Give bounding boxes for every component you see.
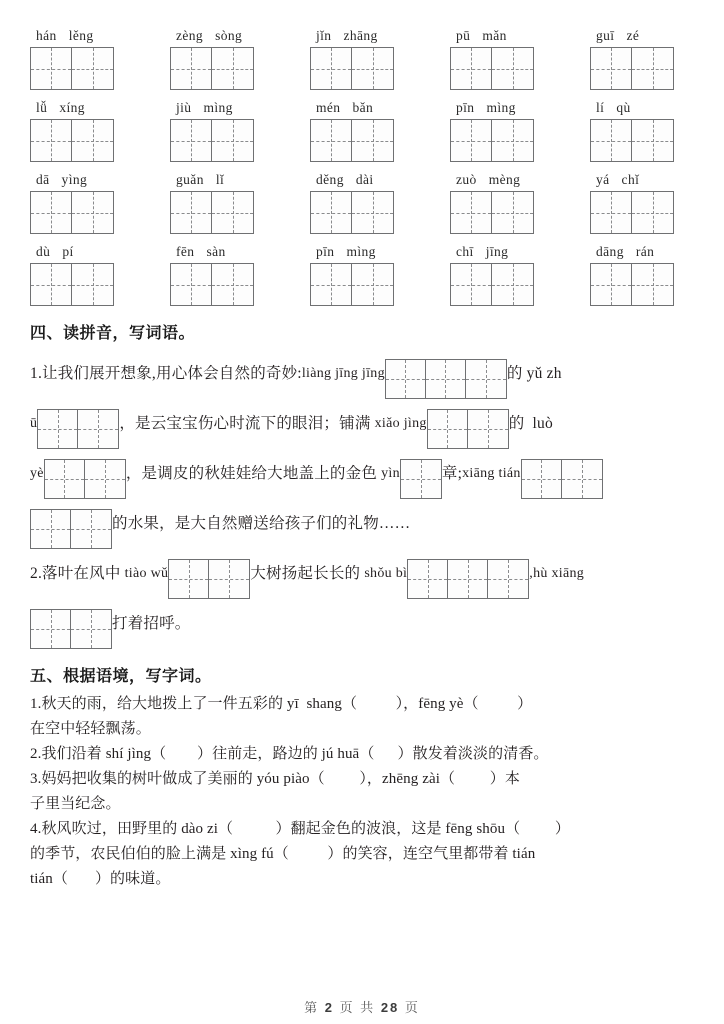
pinyin-syllable: chī xyxy=(456,244,474,259)
pinyin-grid-exercise xyxy=(30,0,694,306)
sentence-line: tián（ ）的味道。 xyxy=(30,871,171,887)
list-item xyxy=(30,692,694,742)
pinyin-syllable: xíng xyxy=(59,100,85,115)
sentence-line: 4.秋风吹过，田野里的 dào zi（ ）翻起金色的波浪，这是 fēng shōu（ ） xyxy=(30,821,570,837)
pinyin-label xyxy=(590,98,724,117)
tianzige-cell[interactable] xyxy=(428,410,468,448)
tianzige-cell[interactable] xyxy=(492,120,533,161)
pinyin-syllable: zèng xyxy=(176,28,204,43)
pinyin-label xyxy=(310,26,450,45)
tianzige-cell[interactable] xyxy=(591,192,632,233)
pinyin-syllable: dā xyxy=(36,172,50,187)
tianzige-box[interactable] xyxy=(590,191,674,234)
tianzige-box[interactable] xyxy=(30,191,114,234)
pinyin-label xyxy=(30,26,170,45)
tianzige-cell[interactable] xyxy=(451,192,492,233)
tianzige-cell[interactable] xyxy=(591,120,632,161)
tianzige-box[interactable] xyxy=(30,263,114,306)
tianzige-cell[interactable] xyxy=(591,264,632,305)
pinyin-syllable: rán xyxy=(635,244,655,259)
tianzige-cell[interactable] xyxy=(212,264,253,305)
pinyin-syllable: sòng xyxy=(215,28,243,43)
pinyin-inline: xiāng tián xyxy=(462,466,521,481)
pinyin-syllable: bǎn xyxy=(352,100,374,115)
pinyin-label xyxy=(450,26,590,45)
tianzige-cell[interactable] xyxy=(352,48,393,89)
grid-item xyxy=(170,98,310,162)
current-page-number: 2 xyxy=(324,1000,334,1015)
tianzige-cell[interactable] xyxy=(401,460,441,498)
grid-item xyxy=(590,26,724,90)
pinyin-label xyxy=(30,98,170,117)
tianzige-cell[interactable] xyxy=(451,264,492,305)
tianzige-cell[interactable] xyxy=(488,560,528,598)
pinyin-syllable: lěng xyxy=(68,28,94,43)
pinyin-label xyxy=(170,170,310,189)
pinyin-syllable: mǎn xyxy=(482,28,507,43)
answer-box[interactable] xyxy=(44,459,126,499)
list-item xyxy=(30,767,694,817)
pinyin-label xyxy=(170,26,310,45)
pinyin-inline: ū xyxy=(30,416,38,431)
tianzige-box[interactable] xyxy=(450,47,534,90)
pinyin-label xyxy=(450,242,590,261)
grid-item xyxy=(30,26,170,90)
tianzige-cell[interactable] xyxy=(311,192,352,233)
tianzige-box[interactable] xyxy=(450,119,534,162)
sentence-text: 的 yǔ zh xyxy=(506,365,562,382)
pinyin-syllable: jīng xyxy=(485,244,509,259)
pinyin-label xyxy=(590,242,724,261)
tianzige-cell[interactable] xyxy=(169,560,209,598)
grid-row xyxy=(30,170,694,234)
pinyin-inline: tiào wǔ xyxy=(124,566,169,581)
tianzige-cell[interactable] xyxy=(632,120,673,161)
grid-row xyxy=(30,98,694,162)
pinyin-syllable: lǐ xyxy=(215,172,225,187)
tianzige-cell[interactable] xyxy=(522,460,562,498)
tianzige-box[interactable] xyxy=(450,191,534,234)
answer-box[interactable] xyxy=(427,409,509,449)
footer-mid: 页 共 xyxy=(339,1000,376,1015)
tianzige-cell[interactable] xyxy=(31,510,71,548)
grid-item xyxy=(450,170,590,234)
sentence-text: 的水果，是大自然赠送给孩子们的礼物…… xyxy=(112,515,411,532)
tianzige-cell[interactable] xyxy=(352,264,393,305)
grid-row xyxy=(30,242,694,306)
pinyin-syllable: dāng xyxy=(596,244,624,259)
page-footer xyxy=(0,997,724,1016)
pinyin-label xyxy=(170,242,310,261)
tianzige-box[interactable] xyxy=(310,47,394,90)
tianzige-cell[interactable] xyxy=(311,120,352,161)
sentence-text: ，是调皮的秋娃娃给大地盖上的金色 xyxy=(125,465,382,482)
pinyin-syllable: zuò xyxy=(456,172,477,187)
sentence-line: 子里当纪念。 xyxy=(30,796,121,812)
pinyin-syllable: zé xyxy=(626,28,640,43)
section-5-items xyxy=(30,692,694,892)
grid-item xyxy=(30,170,170,234)
grid-item xyxy=(170,26,310,90)
pinyin-label xyxy=(310,170,450,189)
grid-item xyxy=(310,242,450,306)
pinyin-syllable: qù xyxy=(616,100,631,115)
section-5-heading: 五、根据语境，写字词。 xyxy=(30,668,212,685)
tianzige-cell[interactable] xyxy=(71,510,111,548)
tianzige-cell[interactable] xyxy=(492,48,533,89)
tianzige-box[interactable] xyxy=(170,47,254,90)
sentence-line: 在空中轻轻飘荡。 xyxy=(30,721,151,737)
sentence-text: ，是云宝宝伤心时流下的眼泪；铺满 xyxy=(119,415,375,432)
answer-box[interactable] xyxy=(400,459,442,499)
tianzige-box[interactable] xyxy=(310,119,394,162)
grid-row xyxy=(30,26,694,90)
tianzige-cell[interactable] xyxy=(212,120,253,161)
pinyin-syllable: jiù xyxy=(176,100,192,115)
sentence-text: 大树扬起长长的 xyxy=(250,565,365,582)
grid-item xyxy=(450,26,590,90)
sentence-text: 1.让我们展开想象,用心体会自然的奇妙: xyxy=(30,365,302,382)
tianzige-cell[interactable] xyxy=(85,460,125,498)
pinyin-syllable: pīn xyxy=(316,244,335,259)
section-4-item-1 xyxy=(30,349,694,549)
tianzige-cell[interactable] xyxy=(311,48,352,89)
sentence-line: 1.秋天的雨，给大地拨上了一件五彩的 yī shang（ ），fēng yè（ ） xyxy=(30,696,533,712)
pinyin-syllable: mén xyxy=(316,100,341,115)
sentence-line: 的季节，农民伯伯的脸上满是 xìng fú（ ）的笑容，连空气里都带着 tián xyxy=(30,846,536,862)
tianzige-cell[interactable] xyxy=(492,264,533,305)
tianzige-cell[interactable] xyxy=(562,460,602,498)
tianzige-cell[interactable] xyxy=(171,48,212,89)
tianzige-cell[interactable] xyxy=(71,610,111,648)
sentence-text: 打着招呼。 xyxy=(112,615,191,632)
pinyin-inline: yìn xyxy=(381,466,400,481)
tianzige-cell[interactable] xyxy=(451,120,492,161)
answer-box[interactable] xyxy=(407,559,529,599)
tianzige-cell[interactable] xyxy=(38,410,78,448)
pinyin-label xyxy=(310,98,450,117)
tianzige-cell[interactable] xyxy=(78,410,118,448)
tianzige-cell[interactable] xyxy=(171,264,212,305)
tianzige-cell[interactable] xyxy=(45,460,85,498)
pinyin-syllable: dài xyxy=(355,172,374,187)
grid-item xyxy=(170,170,310,234)
text-line xyxy=(30,349,694,399)
grid-item xyxy=(590,170,724,234)
pinyin-syllable: dù xyxy=(36,244,51,259)
tianzige-cell[interactable] xyxy=(448,560,488,598)
tianzige-box[interactable] xyxy=(590,263,674,306)
pinyin-syllable: sàn xyxy=(206,244,226,259)
tianzige-cell[interactable] xyxy=(31,192,72,233)
tianzige-cell[interactable] xyxy=(466,360,506,398)
tianzige-cell[interactable] xyxy=(451,48,492,89)
tianzige-box[interactable] xyxy=(590,119,674,162)
pinyin-inline: shǒu bì xyxy=(364,566,408,581)
pinyin-syllable: fēn xyxy=(176,244,195,259)
pinyin-syllable: pīn xyxy=(456,100,475,115)
tianzige-cell[interactable] xyxy=(468,410,508,448)
pinyin-label xyxy=(30,242,170,261)
pinyin-label xyxy=(170,98,310,117)
list-item xyxy=(30,817,694,892)
tianzige-cell[interactable] xyxy=(72,264,113,305)
tianzige-cell[interactable] xyxy=(591,48,632,89)
footer-suffix: 页 xyxy=(404,1000,420,1015)
tianzige-box[interactable] xyxy=(450,263,534,306)
pinyin-inline: xiǎo jìng xyxy=(374,416,427,431)
footer-prefix: 第 xyxy=(304,1000,320,1015)
pinyin-syllable: lǚ xyxy=(36,100,48,115)
tianzige-cell[interactable] xyxy=(212,192,253,233)
pinyin-inline: ,hù xiāng xyxy=(529,566,585,581)
answer-box[interactable] xyxy=(385,359,507,399)
pinyin-syllable: zhāng xyxy=(343,28,378,43)
sentence-line: 2.我们沿着 shí jìng（ ）往前走，路边的 jú huā（ ）散发着淡淡的清香。 xyxy=(30,746,549,762)
pinyin-syllable: chǐ xyxy=(621,172,640,187)
tianzige-cell[interactable] xyxy=(632,264,673,305)
grid-item xyxy=(310,98,450,162)
pinyin-syllable: pū xyxy=(456,28,471,43)
text-line xyxy=(30,449,694,499)
tianzige-box[interactable] xyxy=(310,191,394,234)
pinyin-syllable: mìng xyxy=(203,100,233,115)
pinyin-syllable: yìng xyxy=(61,172,88,187)
pinyin-syllable: guī xyxy=(596,28,615,43)
tianzige-cell[interactable] xyxy=(31,120,72,161)
pinyin-label xyxy=(590,26,724,45)
pinyin-syllable: hán xyxy=(36,28,57,43)
tianzige-cell[interactable] xyxy=(171,120,212,161)
sentence-text: 章; xyxy=(441,465,463,482)
tianzige-box[interactable] xyxy=(170,191,254,234)
tianzige-cell[interactable] xyxy=(209,560,249,598)
tianzige-box[interactable] xyxy=(590,47,674,90)
grid-item xyxy=(30,242,170,306)
sentence-text: 2.落叶在风中 xyxy=(30,565,125,582)
section-4-item-2 xyxy=(30,549,694,649)
text-line xyxy=(30,399,694,449)
pinyin-inline: liàng jīng jīng xyxy=(301,366,385,381)
grid-item xyxy=(590,98,724,162)
section-4-heading: 四、读拼音，写词语。 xyxy=(30,325,196,342)
tianzige-box[interactable] xyxy=(30,47,114,90)
pinyin-label xyxy=(310,242,450,261)
tianzige-cell[interactable] xyxy=(31,264,72,305)
tianzige-cell[interactable] xyxy=(72,48,113,89)
list-item xyxy=(30,742,694,767)
pinyin-label xyxy=(450,170,590,189)
tianzige-cell[interactable] xyxy=(632,192,673,233)
answer-box[interactable] xyxy=(30,609,112,649)
tianzige-cell[interactable] xyxy=(72,192,113,233)
tianzige-cell[interactable] xyxy=(632,48,673,89)
grid-item xyxy=(30,98,170,162)
tianzige-box[interactable] xyxy=(310,263,394,306)
answer-box[interactable] xyxy=(168,559,250,599)
pinyin-syllable: mèng xyxy=(488,172,521,187)
text-line xyxy=(30,499,694,549)
grid-item xyxy=(590,242,724,306)
tianzige-box[interactable] xyxy=(170,263,254,306)
pinyin-syllable: guǎn xyxy=(176,172,204,187)
grid-item xyxy=(450,242,590,306)
pinyin-syllable: jǐn xyxy=(316,28,332,43)
tianzige-cell[interactable] xyxy=(408,560,448,598)
sentence-text: 的 luò xyxy=(508,415,553,432)
text-line xyxy=(30,549,694,599)
pinyin-syllable: lí xyxy=(596,100,605,115)
tianzige-cell[interactable] xyxy=(311,264,352,305)
tianzige-cell[interactable] xyxy=(31,610,71,648)
pinyin-label xyxy=(450,98,590,117)
grid-item xyxy=(310,26,450,90)
pinyin-syllable: pí xyxy=(62,244,74,259)
answer-box[interactable] xyxy=(521,459,603,499)
tianzige-box[interactable] xyxy=(30,119,114,162)
tianzige-cell[interactable] xyxy=(492,192,533,233)
pinyin-syllable: mìng xyxy=(486,100,516,115)
pinyin-inline: yè xyxy=(30,466,44,481)
tianzige-cell[interactable] xyxy=(31,48,72,89)
tianzige-cell[interactable] xyxy=(212,48,253,89)
pinyin-label xyxy=(30,170,170,189)
tianzige-cell[interactable] xyxy=(72,120,113,161)
sentence-line: 3.妈妈把收集的树叶做成了美丽的 yóu piào（ ），zhēng zài（ ）本 xyxy=(30,771,520,787)
tianzige-cell[interactable] xyxy=(352,120,393,161)
pinyin-label xyxy=(590,170,724,189)
pinyin-syllable: mìng xyxy=(346,244,376,259)
tianzige-cell[interactable] xyxy=(426,360,466,398)
total-page-number: 28 xyxy=(380,1000,400,1015)
pinyin-syllable: děng xyxy=(316,172,344,187)
answer-box[interactable] xyxy=(30,509,112,549)
tianzige-box[interactable] xyxy=(170,119,254,162)
tianzige-cell[interactable] xyxy=(352,192,393,233)
grid-item xyxy=(170,242,310,306)
grid-item xyxy=(310,170,450,234)
pinyin-syllable: yá xyxy=(596,172,610,187)
tianzige-cell[interactable] xyxy=(386,360,426,398)
answer-box[interactable] xyxy=(37,409,119,449)
tianzige-cell[interactable] xyxy=(171,192,212,233)
grid-item xyxy=(450,98,590,162)
text-line xyxy=(30,599,694,649)
